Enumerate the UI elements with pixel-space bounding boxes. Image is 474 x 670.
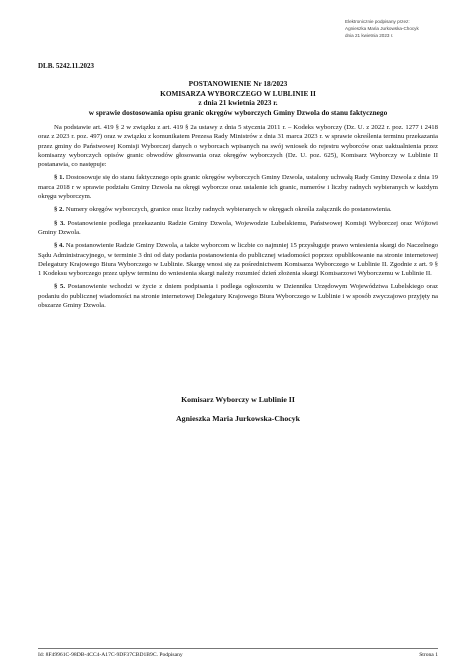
footer-page-number: Strona 1 xyxy=(419,652,438,658)
section-4 xyxy=(38,241,438,278)
footer-document-id: Id: 8F49961C-98DB-4CC4-A17C-9DF37CBD1B9C. Podpisany xyxy=(38,652,183,658)
document-heading xyxy=(38,79,438,117)
heading-issuer: KOMISARZA WYBORCZEGO W LUBLINIE II xyxy=(160,88,316,98)
section-label: § 4. xyxy=(54,242,65,250)
preamble: Na podstawie art. 419 § 2 w związku z art. 419 § 2a ustawy z dnia 5 stycznia 2011 r. – Kodeks wyborczy (Dz. U. z 2022 r. poz. 1277 i 2418 oraz z 2023 r. poz. 497) oraz w związku z komunikatem Prezesa Rady Ministrów z dnia 31 marca 2023 r. w sprawie określenia terminu przekazania przez gminy do Państwowej Komisji Wyborczej danych o wyborcach wpisanych na swój wniosek do rejestru wyborców oraz uaktualnienia przez komisarzy wyborczych opisów granic obwodów głosowania oraz okręgów wyborczych (Dz. U. poz. 625), Komisarz Wyborczy w Lublinie II postanawia, co następuje: xyxy=(38,124,438,169)
section-label: § 3. xyxy=(54,219,65,227)
section-label: § 2. xyxy=(54,206,65,214)
heading-date: z dnia 21 kwietnia 2023 r. xyxy=(198,98,278,108)
section-3 xyxy=(38,219,438,238)
heading-title: POSTANOWIENIE Nr 18/2023 xyxy=(188,79,288,88)
section-text: Postanowienie wchodzi w życie z dniem podpisania i podlega ogłoszeniu w Dzienniku Urzędowym Województwa Lubelskiego oraz podaniu do publicznej wiadomości na stronie internetowej Delegatury Krajowego Biura Wyborczego w Lublinie i w sposób zwyczajowo przyjęty na obszarze Gminy Dzwola. xyxy=(38,283,439,310)
signature-line-3: dnia 21 kwietnia 2023 r. xyxy=(345,33,394,38)
section-text: Dostosowuje się do stanu faktycznego opis granic okręgów wyborczych Gminy Dzwola, ustalony uchwałą Rady Gminy Dzwola z dnia 19 marca 2018 r w sprawie podziału Gminy Dzwola na okręgi wyborcze oraz ustalenie ich granic, numerów i liczby radnych wybieranych w każdym okręgu wyborczym. xyxy=(38,174,439,201)
section-label: § 5. xyxy=(54,283,66,291)
electronic-signature-note xyxy=(345,18,470,39)
section-5 xyxy=(38,282,438,310)
document-body xyxy=(38,123,438,310)
document-id: DLB. 5242.11.2023 xyxy=(38,62,95,70)
section-text: Na postanowienie Radzie Gminy Dzwola, a także wyborcom w liczbie co najmniej 15 przysługuje prawo wniesienia skargi do Naczelnego Sądu Administracyjnego, w terminie 3 dni od daty podania postanowienia do publicznej wiadomości poprzez opublikowanie na stronie internetowej Delegatury Krajowego Biura Wyborczego w Lublinie. Skargę wnosi się za pośrednictwem Komisarza Wyborczego w Lublinie II. Zgodnie z art. 9 § 1 Kodeksu wyborczego przez upływ terminu do wniesienia skargi należy rozumieć dzień złożenia skargi Komisarzowi Wyborczemu w Lublinie II. xyxy=(38,242,439,278)
signatory-name: Agnieszka Maria Jurkowska-Chocyk xyxy=(176,414,300,423)
section-1 xyxy=(38,173,438,201)
section-2 xyxy=(38,205,438,214)
signatory-title: Komisarz Wyborczy w Lublinie II xyxy=(181,395,295,404)
section-label: § 1. xyxy=(54,174,65,182)
footer-divider xyxy=(38,648,438,649)
signature-line-2: Agnieszka Maria Jurkowska-Chocyk xyxy=(345,26,419,31)
section-text: Numery okręgów wyborczych, granice oraz liczby radnych wybieranych w okręgach określa załącznik do postanowienia. xyxy=(65,206,392,214)
section-text: Postanowienie podlega przekazaniu Radzie Gminy Dzwola, Wojewodzie Lubelskiemu, Państwowej Komisji Wyborczej oraz Wójtowi Gminy Dzwola. xyxy=(38,219,439,236)
signature-line-1: Elektronicznie podpisany przez: xyxy=(345,19,410,24)
heading-subject: w sprawie dostosowania opisu granic okręgów wyborczych Gminy Dzwola do stanu faktycznego xyxy=(88,107,388,117)
